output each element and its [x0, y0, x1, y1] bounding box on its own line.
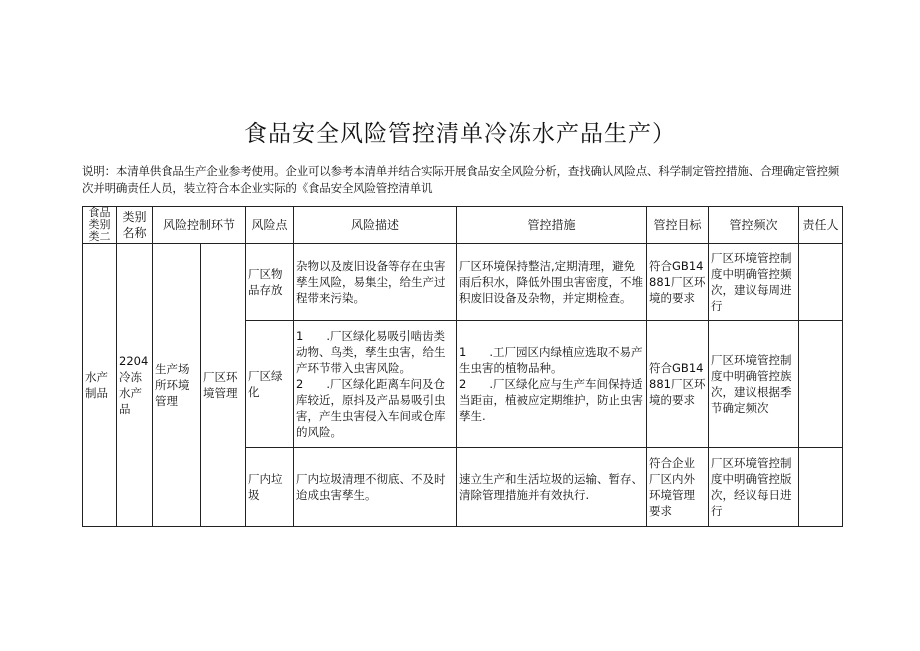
- cell-food-category: 水产制品: [83, 244, 117, 527]
- header-control-frequency: 管控频次: [709, 207, 799, 244]
- cell-risk-point: 厂区绿化: [246, 321, 294, 448]
- cell-responsible: [799, 321, 843, 448]
- header-risk-control-link: 风险控制环节: [153, 207, 246, 244]
- cell-control-frequency: 厂区环境管控制度中明确管控频次，建议每周进行: [709, 244, 799, 321]
- cell-risk-desc: 厂内垃圾清理不彻底、不及时迨成虫害孳生。: [294, 448, 457, 527]
- table-row: [83, 244, 843, 321]
- cell-category-name: 2204冷冻水产品: [117, 244, 153, 527]
- cell-risk-link-2: 厂区环境管理: [201, 244, 246, 527]
- risk-control-table: [82, 206, 843, 527]
- header-category-name: 类别 名称: [117, 207, 153, 244]
- cell-risk-point: 厂内垃圾: [246, 448, 294, 527]
- description-text: 说明：本清单供食品生产企业参考使用。企业可以参考本清单并结合实际开展食品安全风险分析，查找确认风险点、科学制定管控措施、合理确定管控频次并明确责任人员，装立符合本企业实际的《食品安全风险管控清单讥: [82, 164, 840, 195]
- measure-item: 1 .工厂园区内绿植应选取不易产生虫害的植物品种。: [459, 345, 643, 375]
- cell-risk-desc: [294, 321, 457, 448]
- cell-risk-link-1: 生产场所环境管理: [153, 244, 201, 527]
- header-control-measures: 管控措施: [457, 207, 647, 244]
- header-control-target: 管控目标: [647, 207, 709, 244]
- header-food-category: 食品 类别 类二: [83, 207, 117, 244]
- risk-desc-item: 1 .厂区绿化易吸引啮齿类动物、鸟类，孳生虫害，给生产环节带入虫害风险。: [296, 329, 446, 375]
- measure-item: 2 .厂区绿化应与生产车间保持适当距亩，植被应定期维护，防止虫害孳生.: [459, 377, 644, 423]
- risk-desc-item: 2 .厂区绿化距离车问及仓库较近，原抖及产品易吸引虫害，产生虫害侵入车间或仓库的风险。: [296, 377, 446, 439]
- cell-control-frequency: 厂区环境管控制度中明确管控族次，建议根据季节确定频次: [709, 321, 799, 448]
- page-title: 食品安全风险管控清单冷冻水产品生产）: [244, 121, 676, 147]
- cell-risk-desc: 杂物以及废旧设备等存在虫害孳生风险，易集尘，给生产过程带来污染。: [294, 244, 457, 321]
- cell-risk-point: 厂区物品存放: [246, 244, 294, 321]
- header-risk-point: 风险点: [246, 207, 294, 244]
- header-risk-desc: 风险描述: [294, 207, 457, 244]
- table-header-row: [83, 207, 843, 244]
- cell-control-measures: 厂区环境保持整洁,定期清理，避免雨后积水，降低外围虫害密度，不堆积废旧设备及杂物，并定期检查。: [457, 244, 647, 321]
- cell-responsible: [799, 244, 843, 321]
- cell-control-target: 符合GB14881厂区环境的要求: [647, 321, 709, 448]
- cell-control-target: 符合GB14881厂区环境的要求: [647, 244, 709, 321]
- header-responsible: 责任人: [799, 207, 843, 244]
- cell-control-measures: [457, 321, 647, 448]
- cell-responsible: [799, 448, 843, 527]
- cell-control-target: 符合企业厂区内外环境管理要求: [647, 448, 709, 527]
- cell-control-frequency: 厂区环境管控制度中明确管控版次，经议每日进行: [709, 448, 799, 527]
- cell-control-measures: 速立生产和生活垃圾的运输、暂存、清除管理措施并有效执行.: [457, 448, 647, 527]
